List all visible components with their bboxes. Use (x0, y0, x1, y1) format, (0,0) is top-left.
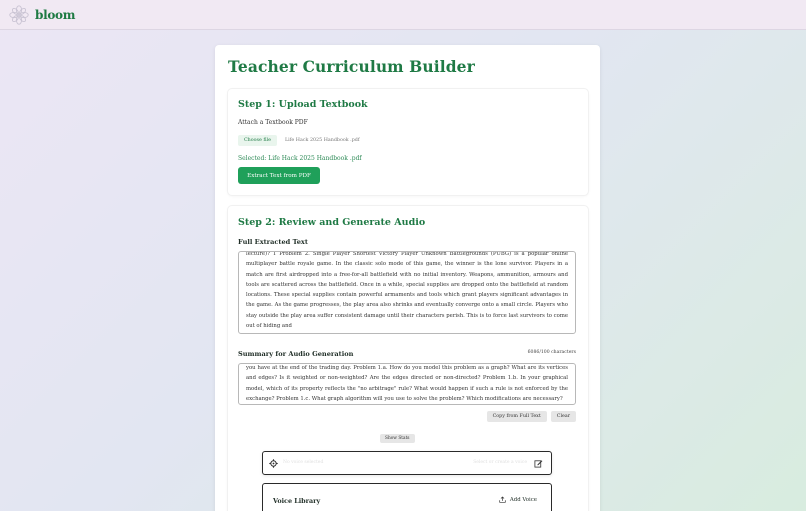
add-voice-label: Add Voice (509, 496, 537, 503)
show-stats-button[interactable]: Show Stats (380, 434, 415, 443)
page-title: Teacher Curriculum Builder (228, 57, 475, 76)
summary-text-area[interactable] (238, 363, 576, 405)
clear-button[interactable]: Clear (551, 411, 576, 422)
gear-icon[interactable] (269, 459, 278, 468)
full-text-label: Full Extracted Text (238, 238, 308, 246)
add-voice-button[interactable] (499, 496, 537, 503)
choose-file-button[interactable]: Choose file (238, 135, 277, 146)
step2-title: Step 2: Review and Generate Audio (238, 217, 426, 228)
step1-title: Step 1: Upload Textbook (238, 99, 368, 110)
app-name[interactable]: bloom (35, 7, 76, 22)
top-bar (0, 0, 806, 30)
file-input-row (238, 134, 360, 146)
summary-text-content: you have at the end of the trading day. Problem 1.a. How do you model this problem as a graph? What are its vertices and edges? Is it weighted or non-weighted? Are the edges directed or non-directed? Problem 1.b. In your graphical model, which of its property reflects the "no arbitrage" rule? What would happen if such a rule is not enforced by the exchange? Problem 1.c. What graph algorithm will you use to solve the problem? Which modifications are necessary? (246, 365, 568, 402)
edit-icon[interactable] (534, 459, 543, 468)
full-text-content: lecture)? 1 Problem 2. Single Player Shortest Victory Player Unknown Battlegrounds (PUBG) is a popular online multiplayer battle royale game. In the classic solo mode of this game, the winner is the lone survivor. Players in a match are first airdropped into a free-for-all battlefield with no initial inventory. Weapons, ammunition, armours and tools are scattered across the battlefield. Once in a while, special supplies are dropped onto the battlefield at random locations. These special supplies contain powerful armaments and tools which grant players significant advantages in the game. As the game progresses, the play area also shrinks and eventually converge onto a small circle. Players who stay outside the play area suffer consistent damage until their characters perish. This is to force last survivors to come out of hiding and (246, 251, 568, 330)
copy-full-text-button[interactable]: Copy from Full Text (487, 411, 547, 422)
voice-placeholder: No voice selected (283, 460, 324, 465)
selected-file-text: Selected: Life Hack 2025 Handbook .pdf (238, 155, 362, 162)
main-card (215, 45, 600, 511)
upload-section (228, 89, 588, 195)
voice-library-panel (262, 483, 552, 511)
full-text-area[interactable] (238, 251, 576, 334)
voice-hint: Select or create a voice (473, 460, 527, 465)
voice-library-title: Voice Library (273, 497, 321, 505)
summary-actions (487, 411, 576, 422)
char-count: 6086/100 characters (527, 350, 576, 355)
file-name: Life Hack 2025 Handbook .pdf (284, 137, 360, 143)
upload-icon (499, 496, 506, 503)
attach-label: Attach a Textbook PDF (238, 119, 308, 126)
voice-selector[interactable] (262, 451, 552, 475)
flower-logo-icon (9, 5, 29, 25)
summary-label: Summary for Audio Generation (238, 350, 354, 358)
review-section (228, 206, 588, 511)
extract-text-button[interactable]: Extract Text from PDF (238, 167, 320, 184)
